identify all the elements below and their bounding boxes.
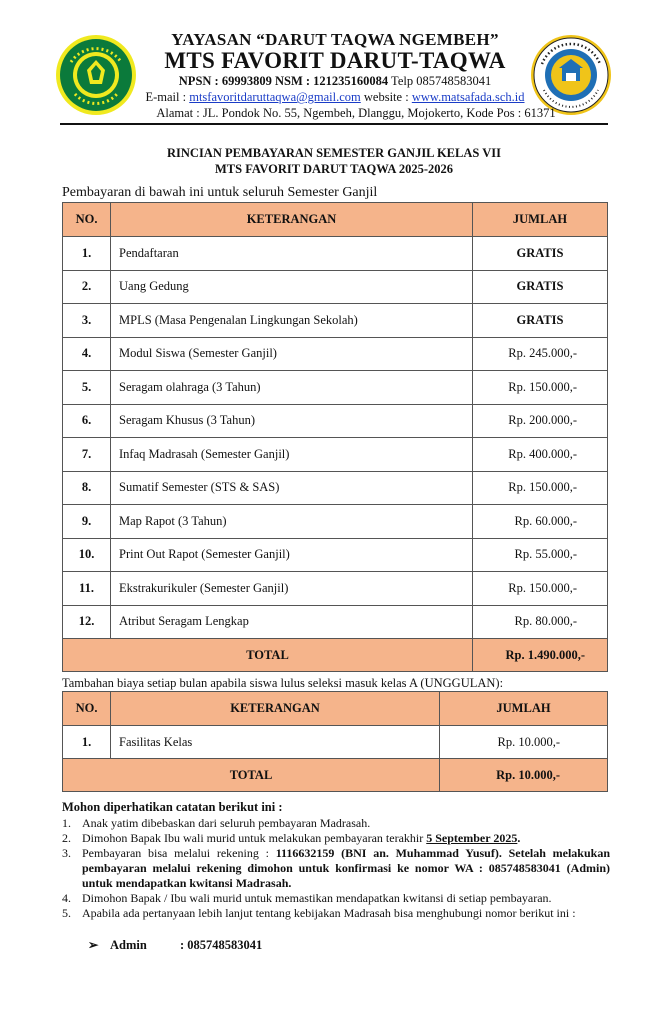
- row-no: 6.: [63, 404, 111, 438]
- row-jumlah: Rp. 150.000,-: [473, 371, 608, 405]
- document-title: [60, 145, 608, 177]
- table-row: [63, 237, 608, 271]
- table-row: [63, 337, 608, 371]
- header-no: NO.: [63, 203, 111, 237]
- note-number: 2.: [62, 831, 71, 845]
- admin-phone: : 085748583041: [180, 938, 263, 952]
- notes-title: Mohon diperhatikan catatan berikut ini :: [62, 800, 283, 814]
- note-number: 3.: [62, 846, 71, 860]
- admin-contact: [88, 937, 262, 953]
- table-row: [63, 471, 608, 505]
- letterhead: [120, 30, 550, 105]
- row-jumlah: Rp. 60.000,-: [473, 505, 608, 539]
- row-keterangan: Map Rapot (3 Tahun): [111, 505, 473, 539]
- website-link[interactable]: www.matsafada.sch.id: [411, 90, 525, 104]
- school-identity: [120, 73, 550, 89]
- arrow-bullet-icon: ➢: [88, 938, 99, 952]
- row-jumlah: Rp. 400.000,-: [473, 438, 608, 472]
- row-no: 10.: [63, 538, 111, 572]
- letterhead-divider: [60, 123, 608, 125]
- total-label: TOTAL: [63, 639, 473, 672]
- row-no: 3.: [63, 304, 111, 338]
- list-item: [62, 846, 610, 891]
- note-text-pre: Pembayaran bisa melalui rekening :: [82, 846, 276, 860]
- row-no: 1.: [63, 726, 111, 759]
- row-keterangan: Fasilitas Kelas: [111, 726, 440, 759]
- total-value: Rp. 1.490.000,-: [473, 639, 608, 672]
- npsn-nsm: NPSN : 69993809 NSM : 121235160084: [178, 74, 389, 88]
- row-keterangan: Pendaftaran: [111, 237, 473, 271]
- row-keterangan: Sumatif Semester (STS & SAS): [111, 471, 473, 505]
- row-no: 4.: [63, 337, 111, 371]
- foundation-name: YAYASAN “DARUT TAQWA NGEMBEH”: [171, 30, 499, 49]
- table-header: [63, 692, 608, 726]
- row-jumlah: GRATIS: [473, 270, 608, 304]
- row-jumlah: GRATIS: [473, 237, 608, 271]
- list-item: [62, 906, 610, 921]
- list-item: [62, 831, 610, 846]
- note-number: 4.: [62, 891, 71, 905]
- school-name: MTS FAVORIT DARUT-TAQWA: [164, 48, 506, 73]
- list-item: [62, 891, 610, 906]
- note-number: 1.: [62, 816, 71, 830]
- total-label: TOTAL: [63, 759, 440, 792]
- additional-fee-note: Tambahan biaya setiap bulan apabila siswa lulus seleksi masuk kelas A (UNGGULAN):: [62, 676, 504, 690]
- row-jumlah: Rp. 150.000,-: [473, 572, 608, 606]
- note-number: 5.: [62, 906, 71, 920]
- row-jumlah: GRATIS: [473, 304, 608, 338]
- header-keterangan: KETERANGAN: [111, 203, 473, 237]
- row-jumlah: Rp. 150.000,-: [473, 471, 608, 505]
- admin-label: Admin: [110, 938, 147, 952]
- row-keterangan: Ekstrakurikuler (Semester Ganjil): [111, 572, 473, 606]
- row-keterangan: MPLS (Masa Pengenalan Lingkungan Sekolah): [111, 304, 473, 338]
- note-text: Apabila ada pertanyaan lebih lanjut tentang kebijakan Madrasah bisa menghubungi nomor berikut ini :: [82, 906, 576, 920]
- list-item: [62, 816, 610, 831]
- row-no: 2.: [63, 270, 111, 304]
- table-row: [63, 726, 608, 759]
- row-keterangan: Infaq Madrasah (Semester Ganjil): [111, 438, 473, 472]
- intro-text: Pembayaran di bawah ini untuk seluruh Semester Ganjil: [62, 185, 378, 200]
- row-no: 5.: [63, 371, 111, 405]
- table-row: [63, 404, 608, 438]
- title-line-2: MTS FAVORIT DARUT TAQWA 2025-2026: [215, 162, 453, 176]
- row-keterangan: Seragam Khusus (3 Tahun): [111, 404, 473, 438]
- table-row: [63, 438, 608, 472]
- row-no: 8.: [63, 471, 111, 505]
- note-text: [82, 846, 610, 891]
- deadline-date: 5 September 2025: [426, 831, 518, 845]
- row-no: 11.: [63, 572, 111, 606]
- table-row: [63, 605, 608, 639]
- total-row: [63, 759, 608, 792]
- row-no: 7.: [63, 438, 111, 472]
- note-text-pre: Dimohon Bapak Ibu wali murid untuk melakukan pembayaran terakhir: [82, 831, 427, 845]
- table-row: [63, 572, 608, 606]
- header-no: NO.: [63, 692, 111, 726]
- telephone: Telp 085748583041: [388, 74, 492, 88]
- table-row: [63, 505, 608, 539]
- row-no: 9.: [63, 505, 111, 539]
- website-label: website :: [360, 90, 412, 104]
- notes-list: [62, 816, 610, 921]
- email-label: E-mail :: [145, 90, 190, 104]
- total-value: Rp. 10.000,-: [440, 759, 608, 792]
- table-row: [63, 371, 608, 405]
- header-keterangan: KETERANGAN: [111, 692, 440, 726]
- row-jumlah: Rp. 55.000,-: [473, 538, 608, 572]
- note-text-post: .: [517, 831, 521, 845]
- row-keterangan: Uang Gedung: [111, 270, 473, 304]
- row-jumlah: Rp. 10.000,-: [440, 726, 608, 759]
- title-line-1: RINCIAN PEMBAYARAN SEMESTER GANJIL KELAS VII: [167, 146, 501, 160]
- row-jumlah: Rp. 245.000,-: [473, 337, 608, 371]
- note-text: [82, 831, 610, 846]
- additional-fee-table: [62, 691, 608, 792]
- note-text: Anak yatim dibebaskan dari seluruh pembayaran Madrasah.: [82, 816, 371, 830]
- row-jumlah: Rp. 200.000,-: [473, 404, 608, 438]
- address: Alamat : JL. Pondok No. 55, Ngembeh, Dlanggu, Mojokerto, Kode Pos : 61371: [156, 106, 556, 120]
- bank-account-info: 1116632159 (BNI an. Muhammad Yusuf). Setelah melakukan pembayaran melalui rekening dimohon untuk konfirmasi ke nomor WA : 085748583041 (Admin) untuk mendapatkan kwitansi Madrasah.: [82, 846, 610, 890]
- table-row: [63, 304, 608, 338]
- table-header: [63, 203, 608, 237]
- row-keterangan: Print Out Rapot (Semester Ganjil): [111, 538, 473, 572]
- table-row: [63, 538, 608, 572]
- header-jumlah: JUMLAH: [473, 203, 608, 237]
- payment-table: [62, 202, 608, 672]
- row-keterangan: Modul Siswa (Semester Ganjil): [111, 337, 473, 371]
- note-text: Dimohon Bapak / Ibu wali murid untuk memastikan mendapatkan kwitansi di setiap pembayaran.: [82, 891, 552, 905]
- header-jumlah: JUMLAH: [440, 692, 608, 726]
- row-keterangan: Seragam olahraga (3 Tahun): [111, 371, 473, 405]
- row-jumlah: Rp. 80.000,-: [473, 605, 608, 639]
- row-no: 1.: [63, 237, 111, 271]
- email-link[interactable]: mtsfavoritdaruttaqwa@gmail.com: [189, 90, 361, 104]
- contact-line: [120, 89, 550, 105]
- row-keterangan: Atribut Seragam Lengkap: [111, 605, 473, 639]
- total-row: [63, 639, 608, 672]
- table-row: [63, 270, 608, 304]
- row-no: 12.: [63, 605, 111, 639]
